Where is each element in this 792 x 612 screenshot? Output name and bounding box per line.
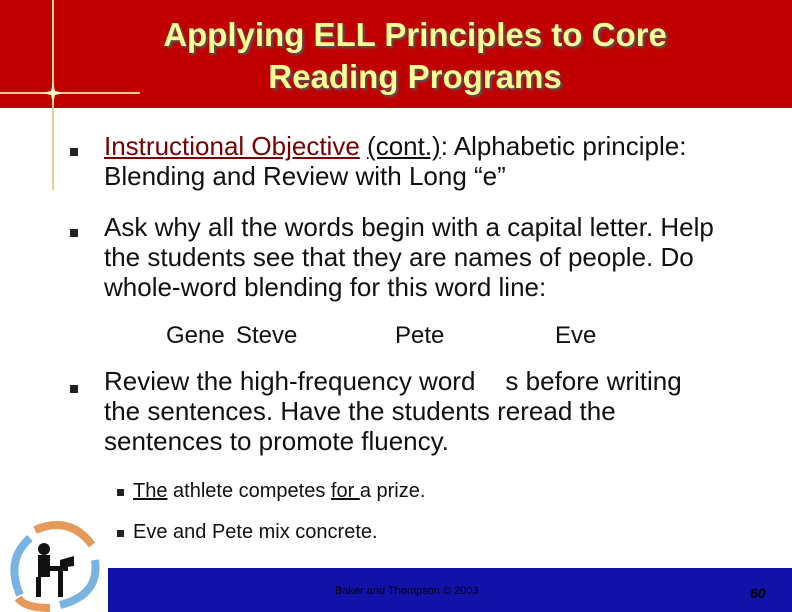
- star-icon: [42, 82, 64, 104]
- title-line-1: Applying ELL Principles to Core: [163, 16, 667, 53]
- bullet-square-icon: [70, 229, 78, 237]
- sub-bullet-2: Eve and Pete mix concrete.: [133, 521, 378, 543]
- sub1-end: a prize.: [359, 480, 426, 502]
- bullet-square-icon: [70, 148, 78, 156]
- bullet-2-line-1: Ask why all the words begin with a capital letter. Help: [104, 212, 714, 242]
- title-line-2: Reading Programs: [268, 58, 562, 95]
- bullet-2-line-2: the students see that they are names of people. Do: [104, 242, 694, 272]
- word-steve: Steve: [236, 322, 298, 349]
- bullet-1-line-2: Blending and Review with Long “e”: [104, 161, 506, 191]
- page-number: 60: [750, 585, 766, 601]
- bullet-square-icon: [117, 489, 124, 496]
- word-eve: Eve: [555, 322, 597, 349]
- bullet-3-line-1b: s before writing: [505, 366, 682, 396]
- sub1-mid: athlete competes: [167, 480, 331, 502]
- bullet-3-line-1a: Review the high-frequency word: [104, 366, 476, 396]
- bullet-square-icon: [117, 530, 124, 537]
- sub1-the: The: [133, 480, 168, 502]
- bullet-2: [104, 212, 714, 302]
- bullet-1-space: [360, 131, 367, 161]
- bullet-square-icon: [70, 385, 78, 393]
- bullet-3: [104, 366, 682, 456]
- bullet-3-line-2: the sentences. Have the students reread the: [104, 396, 616, 426]
- slide-title: [100, 14, 730, 98]
- bullet-1: [104, 131, 686, 191]
- bullet-1-rest: : Alphabetic principle:: [440, 131, 687, 161]
- word-pete: Pete: [395, 322, 445, 349]
- cont-link[interactable]: (cont.): [367, 131, 441, 161]
- word-gene: Gene: [166, 322, 225, 349]
- bullet-2-line-3: whole-word blending for this word line:: [104, 272, 547, 302]
- footer-credit: Baker and Thompson © 2003: [335, 585, 479, 597]
- bullet-3-line-3: sentences to promote fluency.: [104, 426, 449, 456]
- sub1-for: for: [330, 480, 360, 502]
- reading-person-logo-icon: [0, 500, 110, 612]
- sub-bullet-1: [133, 480, 425, 503]
- objective-link[interactable]: Instructional Objective: [104, 131, 360, 161]
